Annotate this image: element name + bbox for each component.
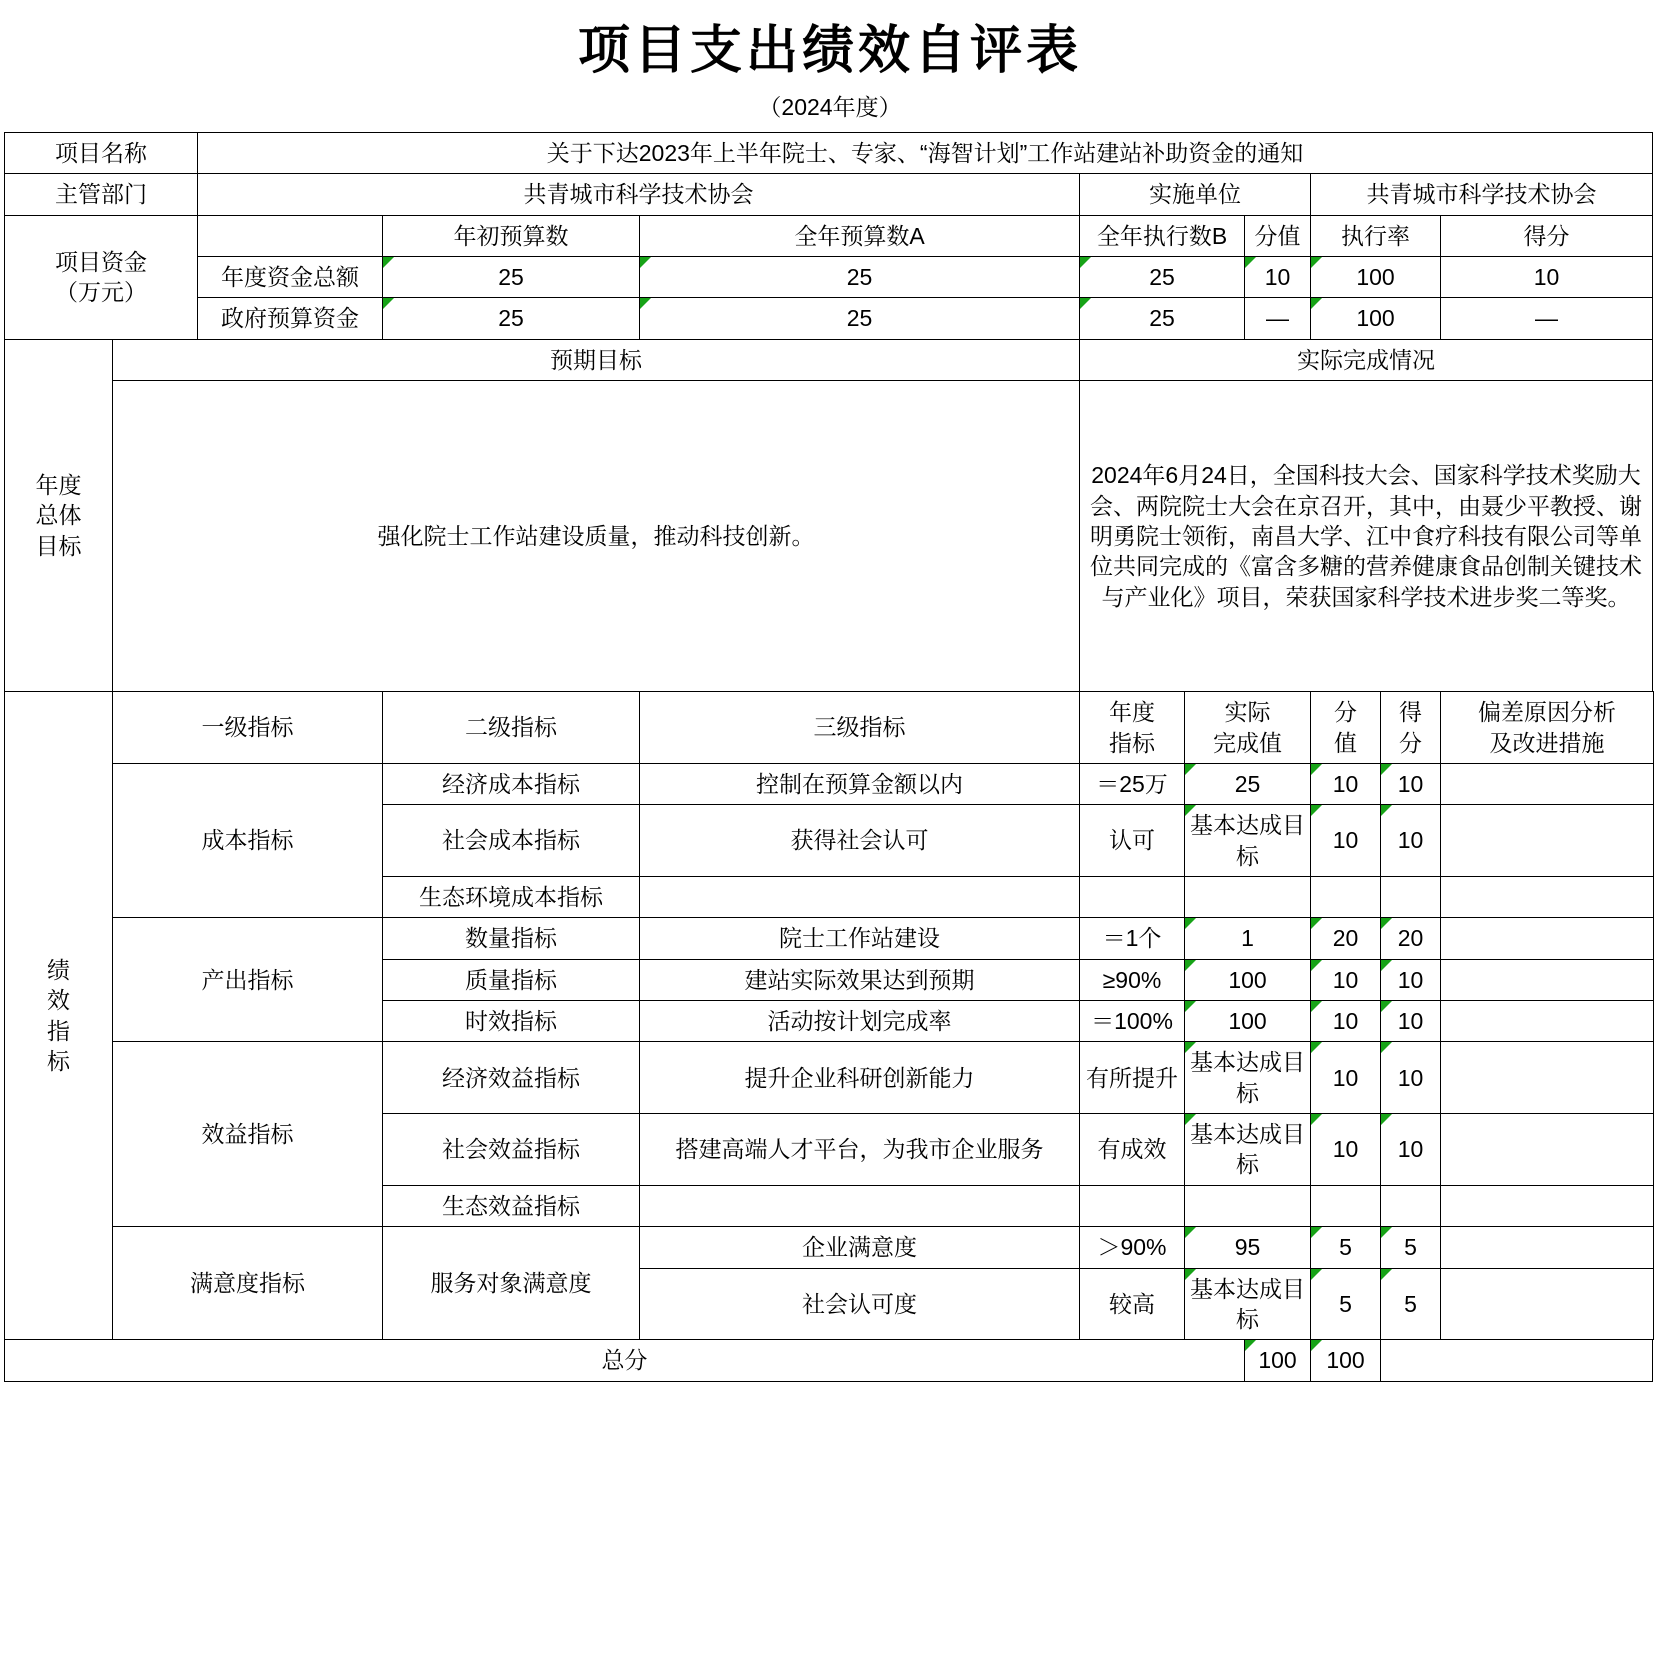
table-row-overall-content (5, 381, 1654, 692)
total-score-value: 100 (1245, 1340, 1311, 1381)
table-row-department (5, 174, 1654, 215)
deviation-analysis (1441, 1114, 1654, 1186)
total-score: 100 (1311, 1340, 1381, 1381)
overall-goal-label-line: 目标 (35, 532, 82, 559)
score: 10 (1381, 959, 1441, 1000)
actual-value: 100 (1185, 1001, 1311, 1042)
table-row-indicator (5, 1042, 1654, 1114)
annual-indicator: ＝25万 (1080, 763, 1185, 804)
header-actual-line: 完成值 (1213, 729, 1282, 756)
group-name-cost: 成本指标 (113, 763, 383, 917)
level2-indicator: 数量指标 (383, 918, 640, 959)
funds-col-score-value: 分值 (1245, 215, 1311, 256)
score-value: 10 (1311, 763, 1381, 804)
funds-row-name: 年度资金总额 (198, 257, 383, 298)
project-name-value: 关于下达2023年上半年院士、专家、“海智计划”工作站建站补助资金的通知 (198, 133, 1653, 174)
header-level3: 三级指标 (640, 692, 1080, 764)
level2-indicator: 时效指标 (383, 1001, 640, 1042)
header-annual-indicator (1080, 692, 1185, 764)
funds-begin-value: 25 (383, 298, 640, 339)
funds-label-line2: （万元） (55, 279, 147, 306)
table-row-funds-government (5, 298, 1654, 339)
annual-indicator: 认可 (1080, 805, 1185, 877)
level2-indicator: 社会成本指标 (383, 805, 640, 877)
score-value: 20 (1311, 918, 1381, 959)
project-name-label: 项目名称 (5, 133, 198, 174)
deviation-analysis (1441, 1227, 1654, 1268)
score: 10 (1381, 1114, 1441, 1186)
table-row-indicator (5, 763, 1654, 804)
level3-indicator: 建站实际效果达到预期 (640, 959, 1080, 1000)
total-deviation (1381, 1340, 1653, 1381)
table-row-overall-header (5, 339, 1654, 380)
score (1381, 876, 1441, 917)
score-value: 5 (1311, 1227, 1381, 1268)
funds-row-name: 政府预算资金 (198, 298, 383, 339)
level3-indicator: 企业满意度 (640, 1227, 1080, 1268)
performance-indicator-label-line: 效 (47, 987, 70, 1014)
annual-indicator (1080, 1185, 1185, 1226)
score: 5 (1381, 1268, 1441, 1340)
header-deviation-line: 及改进措施 (1489, 729, 1605, 756)
score-value: 10 (1311, 1042, 1381, 1114)
score-value: 10 (1311, 805, 1381, 877)
annual-indicator: 有所提升 (1080, 1042, 1185, 1114)
funds-col-score: 得分 (1441, 215, 1653, 256)
actual-value: 100 (1185, 959, 1311, 1000)
header-deviation-line: 偏差原因分析 (1478, 699, 1616, 726)
funds-exec-rate-value: 100 (1311, 298, 1441, 339)
deviation-analysis (1441, 918, 1654, 959)
deviation-analysis (1441, 959, 1654, 1000)
header-score-value-line: 值 (1334, 729, 1357, 756)
actual-value (1185, 1185, 1311, 1226)
deviation-analysis (1441, 763, 1654, 804)
header-score-value (1311, 692, 1381, 764)
level2-indicator: 社会效益指标 (383, 1114, 640, 1186)
evaluation-table (4, 132, 1654, 1382)
level2-indicator: 生态效益指标 (383, 1185, 640, 1226)
score: 10 (1381, 763, 1441, 804)
deviation-analysis (1441, 1001, 1654, 1042)
funds-col-exec-rate: 执行率 (1311, 215, 1441, 256)
level3-indicator: 院士工作站建设 (640, 918, 1080, 959)
deviation-analysis (1441, 1185, 1654, 1226)
funds-exec-value: 25 (1080, 298, 1245, 339)
funds-budget-value: 25 (640, 298, 1080, 339)
deviation-analysis (1441, 1042, 1654, 1114)
level3-indicator: 社会认可度 (640, 1268, 1080, 1340)
group-name-benefit: 效益指标 (113, 1042, 383, 1227)
funds-begin-value: 25 (383, 257, 640, 298)
funds-exec-value: 25 (1080, 257, 1245, 298)
total-label: 总分 (5, 1340, 1245, 1381)
deviation-analysis (1441, 805, 1654, 877)
annual-indicator: ＝1个 (1080, 918, 1185, 959)
funds-label (5, 215, 198, 339)
funds-label-line1: 项目资金 (55, 248, 147, 275)
annual-indicator: ≥90% (1080, 959, 1185, 1000)
funds-budget-value: 25 (640, 257, 1080, 298)
overall-goal-label-line: 年度 (35, 471, 82, 498)
score-value (1311, 876, 1381, 917)
annual-indicator: ＝100% (1080, 1001, 1185, 1042)
funds-score: — (1441, 298, 1653, 339)
overall-goal-label (5, 339, 113, 691)
level3-indicator: 搭建高端人才平台，为我市企业服务 (640, 1114, 1080, 1186)
funds-score-value: — (1245, 298, 1311, 339)
actual-result-header: 实际完成情况 (1080, 339, 1653, 380)
performance-indicator-label-line: 标 (47, 1048, 70, 1075)
funds-score: 10 (1441, 257, 1653, 298)
level3-indicator (640, 876, 1080, 917)
table-row-indicator (5, 1227, 1654, 1268)
implementing-unit-label: 实施单位 (1080, 174, 1311, 215)
actual-value: 基本达成目标 (1185, 805, 1311, 877)
table-row-funds-header (5, 215, 1654, 256)
expected-goal-header: 预期目标 (113, 339, 1080, 380)
header-score-line: 分 (1399, 729, 1422, 756)
level2-indicator: 经济成本指标 (383, 763, 640, 804)
table-row-indicator-header (5, 692, 1654, 764)
implementing-unit-value: 共青城市科学技术协会 (1311, 174, 1653, 215)
funds-col-year-budget: 全年预算数A (640, 215, 1080, 256)
performance-indicator-label-line: 指 (47, 1017, 70, 1044)
actual-value: 1 (1185, 918, 1311, 959)
performance-indicator-label (5, 692, 113, 1340)
header-annual-line: 指标 (1109, 729, 1155, 756)
header-level1: 一级指标 (113, 692, 383, 764)
actual-value (1185, 876, 1311, 917)
table-row-funds-total (5, 257, 1654, 298)
actual-value: 基本达成目标 (1185, 1268, 1311, 1340)
score (1381, 1185, 1441, 1226)
header-score-value-line: 分 (1334, 699, 1357, 726)
performance-indicator-label-line: 绩 (47, 956, 70, 983)
annual-indicator: 有成效 (1080, 1114, 1185, 1186)
score: 10 (1381, 1001, 1441, 1042)
table-row-total (5, 1340, 1654, 1381)
expected-goal-text: 强化院士工作站建设质量，推动科技创新。 (113, 381, 1080, 692)
header-annual-line: 年度 (1109, 699, 1155, 726)
score-value: 10 (1311, 1114, 1381, 1186)
level3-indicator: 获得社会认可 (640, 805, 1080, 877)
table-row-project-name (5, 133, 1654, 174)
level3-indicator: 控制在预算金额以内 (640, 763, 1080, 804)
score-value (1311, 1185, 1381, 1226)
funds-col-begin-budget: 年初预算数 (383, 215, 640, 256)
score: 10 (1381, 805, 1441, 877)
overall-goal-label-line: 总体 (35, 502, 82, 529)
funds-score-value: 10 (1245, 257, 1311, 298)
level2-indicator: 服务对象满意度 (383, 1227, 640, 1340)
header-level2: 二级指标 (383, 692, 640, 764)
actual-value: 25 (1185, 763, 1311, 804)
group-name-output: 产出指标 (113, 918, 383, 1042)
level2-indicator: 质量指标 (383, 959, 640, 1000)
table-row-indicator (5, 918, 1654, 959)
level2-indicator: 经济效益指标 (383, 1042, 640, 1114)
actual-result-text: 2024年6月24日，全国科技大会、国家科学技术奖励大会、两院院士大会在京召开，其中，由聂少平教授、谢明勇院士领衔，南昌大学、江中食疗科技有限公司等单位共同完成的《富含多糖的营养健康食品创制关键技术与产业化》项目，荣获国家科学技术进步奖二等奖。 (1080, 381, 1653, 692)
group-name-satisfaction: 满意度指标 (113, 1227, 383, 1340)
score: 5 (1381, 1227, 1441, 1268)
department-label: 主管部门 (5, 174, 198, 215)
funds-col-blank (198, 215, 383, 256)
page-subtitle: （2024年度） (758, 94, 902, 120)
header-actual-line: 实际 (1224, 699, 1271, 726)
level3-indicator: 提升企业科研创新能力 (640, 1042, 1080, 1114)
score-value: 10 (1311, 959, 1381, 1000)
department-value: 共青城市科学技术协会 (198, 174, 1080, 215)
score-value: 5 (1311, 1268, 1381, 1340)
level3-indicator: 活动按计划完成率 (640, 1001, 1080, 1042)
score-value: 10 (1311, 1001, 1381, 1042)
level2-indicator: 生态环境成本指标 (383, 876, 640, 917)
deviation-analysis (1441, 876, 1654, 917)
actual-value: 95 (1185, 1227, 1311, 1268)
actual-value: 基本达成目标 (1185, 1114, 1311, 1186)
annual-indicator: 较高 (1080, 1268, 1185, 1340)
header-score-line: 得 (1399, 699, 1422, 726)
score: 20 (1381, 918, 1441, 959)
score: 10 (1381, 1042, 1441, 1114)
funds-exec-rate-value: 100 (1311, 257, 1441, 298)
header-score (1381, 692, 1441, 764)
level3-indicator (640, 1185, 1080, 1226)
annual-indicator: ＞90% (1080, 1227, 1185, 1268)
deviation-analysis (1441, 1268, 1654, 1340)
page-title: 项目支出绩效自评表 (577, 23, 1082, 80)
annual-indicator (1080, 876, 1185, 917)
header-actual-value (1185, 692, 1311, 764)
header-deviation-analysis (1441, 692, 1654, 764)
actual-value: 基本达成目标 (1185, 1042, 1311, 1114)
funds-col-year-exec: 全年执行数B (1080, 215, 1245, 256)
